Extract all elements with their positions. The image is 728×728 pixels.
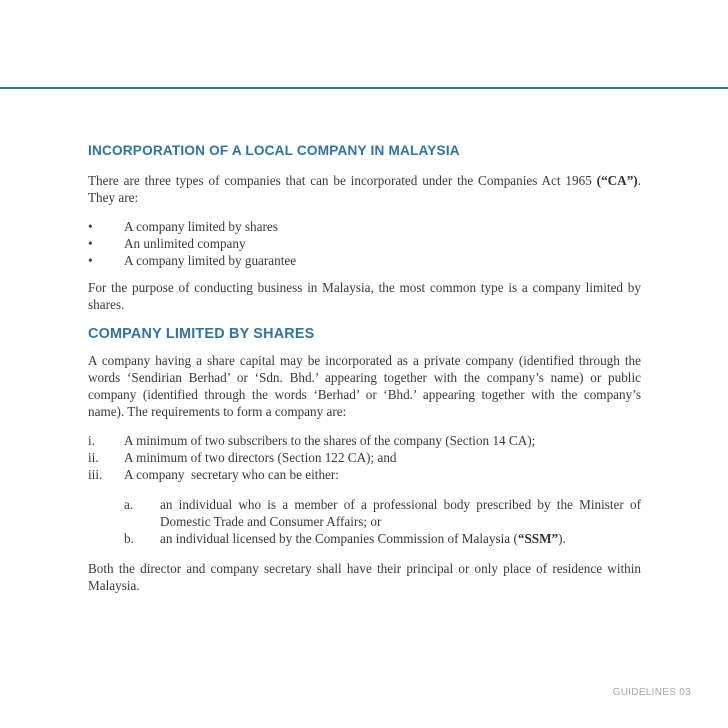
section-title-incorporation: INCORPORATION OF A LOCAL COMPANY IN MALAYSIA xyxy=(88,143,460,158)
list-item-text: A minimum of two directors (Section 122 CA); and xyxy=(124,450,397,465)
secretary-options-list xyxy=(124,496,641,547)
list-marker: b. xyxy=(124,531,134,546)
intro-tail: . They are: xyxy=(88,173,641,205)
bullet-icon: • xyxy=(88,236,93,251)
list-marker: a. xyxy=(124,497,134,512)
list-item xyxy=(124,530,641,547)
option-b-tail: ). xyxy=(558,531,566,546)
list-item xyxy=(88,466,641,483)
list-item-text: an individual who is a member of a professional body prescribed by the Minister of Domestic Trade and Consumer Affairs; or xyxy=(160,497,641,529)
list-item xyxy=(88,235,641,252)
option-b-bold: “SSM” xyxy=(517,531,559,546)
list-marker: i. xyxy=(88,433,95,448)
intro-text: There are three types of companies that can be incorporated under the Companies Act 1965 xyxy=(88,173,597,188)
intro-paragraph xyxy=(88,172,641,206)
list-item-text: A company limited by guarantee xyxy=(124,253,297,268)
list-marker: ii. xyxy=(88,450,99,465)
list-item xyxy=(88,432,641,449)
residence-paragraph: Both the director and company secretary shall have their principal or only place of residence within Malaysia. xyxy=(88,561,641,593)
list-item xyxy=(88,252,641,269)
top-rule xyxy=(0,87,728,89)
section-title-limited-by-shares: COMPANY LIMITED BY SHARES xyxy=(88,326,315,342)
list-item xyxy=(88,218,641,235)
bullet-icon: • xyxy=(88,219,93,234)
list-item xyxy=(88,449,641,466)
list-item xyxy=(124,496,641,530)
list-item-text: A company secretary who can be either: xyxy=(124,467,339,482)
list-item-text: A company limited by shares xyxy=(124,219,278,234)
bullet-icon: • xyxy=(88,253,93,268)
list-item-text xyxy=(160,530,641,547)
intro-bold: (“CA”) xyxy=(596,173,638,188)
requirements-intro: A company having a share capital may be incorporated as a private company (identified through the words ‘Sendirian Berhad’ or ‘Sdn. Bhd.’ appearing together with the company’s name) or public company (identified through the words ‘Berhad’ or ‘Bhd.’ appearing together with the company’s name). The requirements to form a company are: xyxy=(88,353,641,419)
list-marker: iii. xyxy=(88,467,103,482)
list-item-text: An unlimited company xyxy=(124,236,246,251)
requirements-list xyxy=(88,432,641,483)
page-footer: GUIDELINES 03 xyxy=(612,687,691,698)
option-b-text: an individual licensed by the Companies Commission of Malaysia ( xyxy=(160,531,518,546)
document-body xyxy=(88,142,641,594)
list-item-text: A minimum of two subscribers to the shares of the company (Section 14 CA); xyxy=(124,433,536,448)
company-types-list xyxy=(88,218,641,269)
purpose-paragraph: For the purpose of conducting business in Malaysia, the most common type is a company limited by shares. xyxy=(88,280,641,312)
